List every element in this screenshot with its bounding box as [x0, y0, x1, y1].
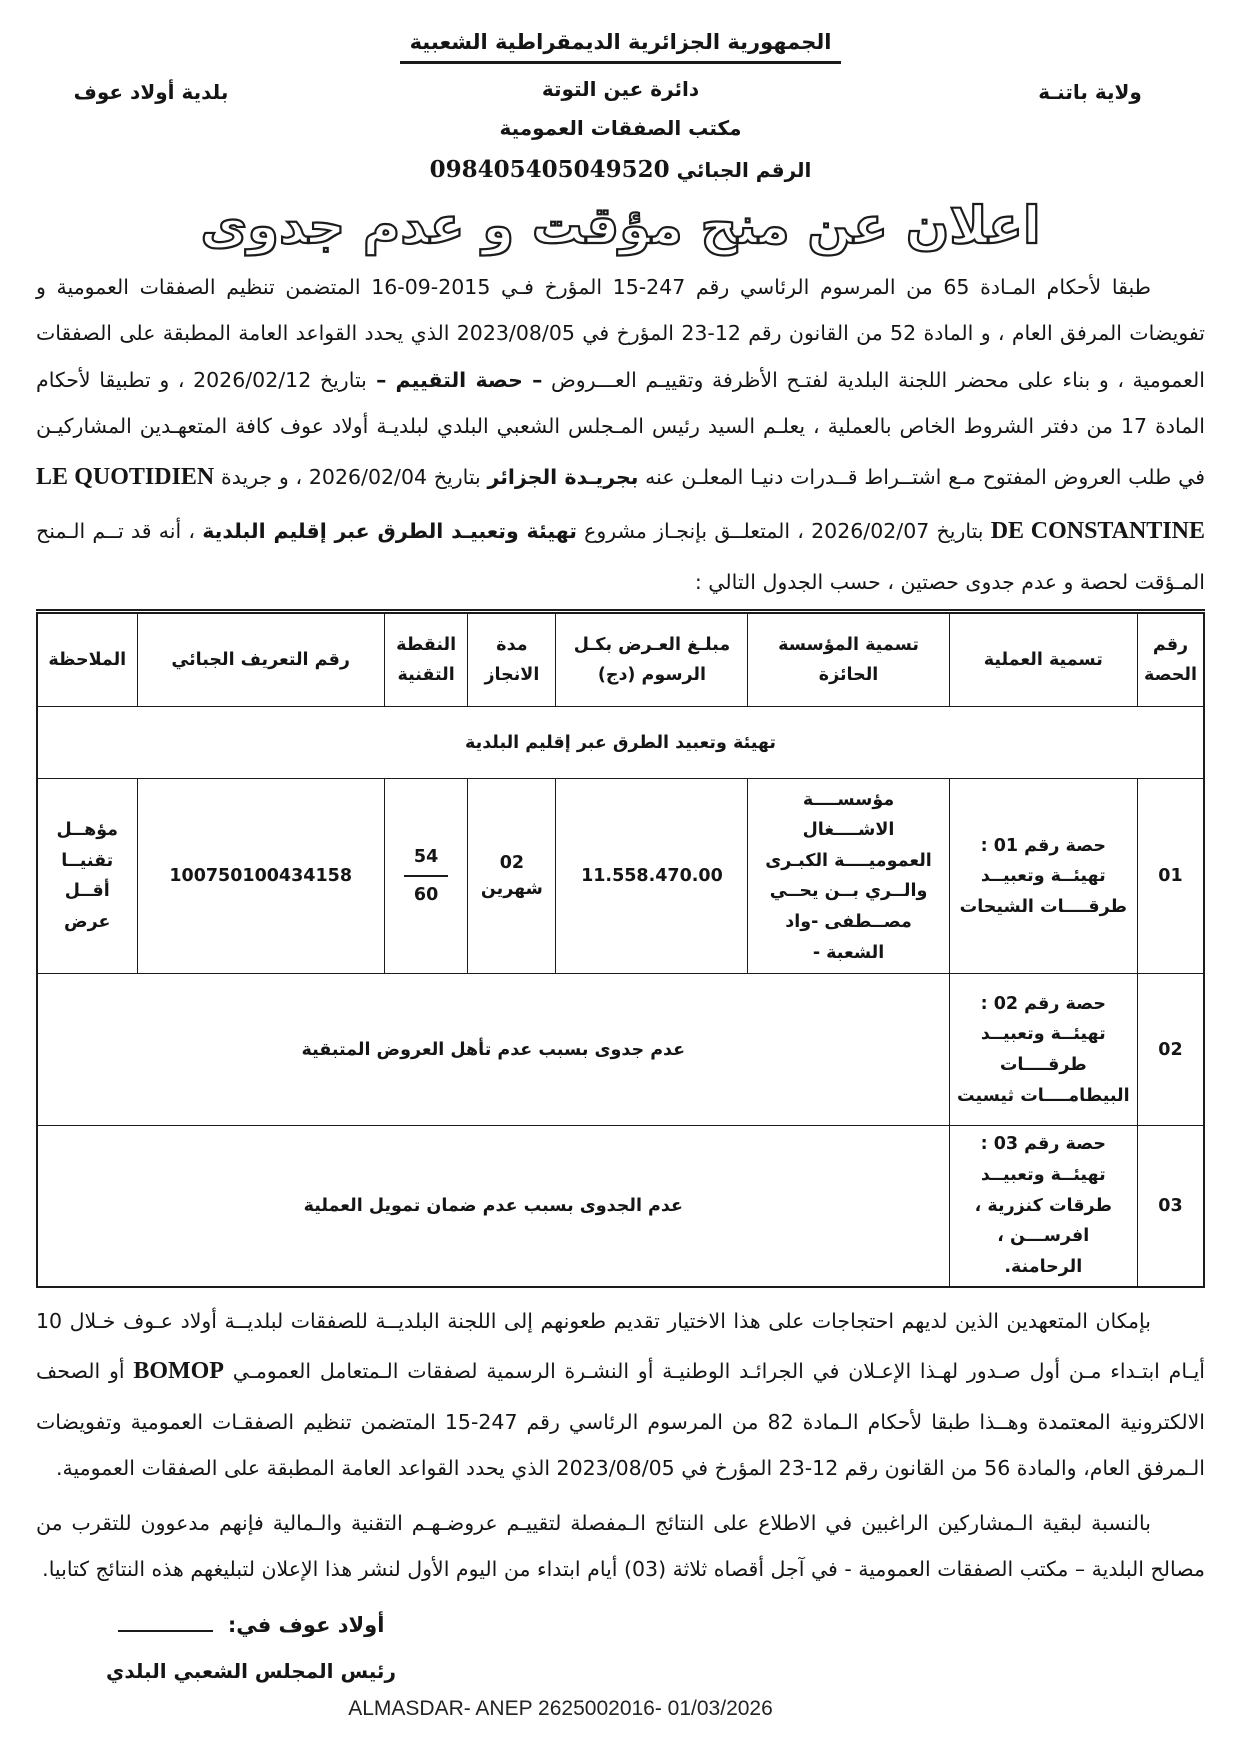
intro-seg: ، أنه قد تــم الـمنح المـؤقت لحصة و عدم جدوى حصتين ، حسب الجدول التالي :	[36, 519, 1205, 594]
header-lot-number: رقم الحصة	[1137, 612, 1204, 707]
tax-id-cell: 100750100434158	[137, 779, 384, 974]
appeal-seg: أو الصحف الالكترونية المعتمدة وهــذا طبقا لأحكام الـمادة 82 من المرسوم الرئاسي رقم 247-15 المتضمن تنظيم الصفقـات العمومية وتفويضات الـمرفق العام، والمادة 56 من القانون رقم 12-23 المؤرخ في 2023/08/05 الذي يحدد القواعد العامة المطبقة على الصفقات العمومية.	[36, 1359, 1205, 1481]
newspaper-name-latin: LE QUOTIDIEN DE CONSTANTINE	[36, 463, 1205, 545]
table-row-lot-01	[37, 779, 1204, 974]
operation-name-cell: حصة رقم 03 : تهيئــة وتعبيــد طرقات كنزرية ، افرســـن ، الرحامنة.	[949, 1126, 1137, 1287]
operation-name-cell: حصة رقم 01 : تهيئــة وتعبيــد طرقــــات الشيحات	[949, 779, 1137, 974]
header-offer-amount: مبلـغ العـرض بكـل الرسوم (دج)	[556, 612, 748, 707]
score-denominator: 60	[413, 885, 439, 906]
header-remark: الملاحظة	[37, 612, 137, 707]
signature-blank-line	[118, 1618, 213, 1632]
header-operation-name: تسمية العملية	[949, 612, 1137, 707]
procurement-office-label: مكتب الصفقات العمومية	[499, 116, 742, 140]
remark-cell: مؤهــل تقنيــا أقــل عرض	[37, 779, 137, 974]
header-company-name: تسمية المؤسسة الحائزة	[748, 612, 949, 707]
operation-name-cell: حصة رقم 02 : تهيئــة وتعبيــد طرقــــات البيطامــــات ثيسيت	[949, 974, 1137, 1126]
republic-title: الجمهورية الجزائرية الديمقراطية الشعبية	[36, 30, 1205, 64]
table-row-lot-03	[37, 1126, 1204, 1287]
intro-seg-bold: – حصة التقييم –	[366, 367, 543, 392]
tax-id-line	[430, 148, 812, 193]
wilaya-label: ولاية باتنـة	[1038, 80, 1142, 104]
offer-amount-cell: 11.558.470.00	[556, 779, 748, 974]
technical-score-cell	[384, 779, 468, 974]
intro-seg: بتاريخ 2026/02/04 ، و جريدة	[214, 464, 488, 489]
merged-note-cell: عدم جدوى بسبب عدم تأهل العروض المتبقية	[37, 974, 949, 1126]
announcement-title: اعلان عن منح مؤقت و عدم جدوى	[200, 196, 1041, 256]
tax-id-label: الرقم الجبائي	[676, 158, 812, 182]
anep-footer: ALMASDAR- ANEP 2625002016- 01/03/2026	[348, 1696, 773, 1720]
header-technical-score: النقطة التقنية	[384, 612, 468, 707]
header-duration: مدة الانجاز	[468, 612, 556, 707]
intro-paragraph	[36, 264, 1205, 606]
daira-label: دائرة عين التوتة	[541, 77, 700, 101]
signature-block	[106, 1613, 396, 1683]
commune-label: بلدية أولاد عوف	[73, 80, 229, 104]
signature-place-label: أولاد عوف في:	[227, 1612, 385, 1637]
results-table	[36, 609, 1205, 1287]
duration-unit: شهرين	[480, 879, 543, 900]
table-row-lot-02	[37, 974, 1204, 1126]
score-numerator: 54	[404, 842, 448, 878]
appeal-seg: بإمكان المتعهدين الذين لديهم احتجاجات على هذا الاختيار تقديم طعونهم إلى اللجنة البلديــة للصفقات لبلديــة أولاد عـوف خـلال 10 أيـام ابتـداء مـن أول صـدور لهـذا الإعـلان في الجرائـد الوطنيـة أو النشـرة الرسمية لصفقات الـمتعامل العمومـي	[36, 1308, 1205, 1384]
lot-number-cell: 03	[1137, 1126, 1204, 1287]
lot-number-cell: 01	[1137, 779, 1204, 974]
appeal-paragraph	[36, 1298, 1205, 1492]
score-fraction	[404, 842, 448, 911]
intro-seg: بتاريخ 2026/02/07 ، المتعلــق بإنجـاز مشروع	[576, 519, 991, 544]
project-title-row	[37, 707, 1204, 779]
letterhead-row	[36, 70, 1205, 193]
newspaper-name: بجريـدة الجزائر	[487, 464, 639, 489]
intro-seg: بتاريخ 2026/02/12 ، و تطبيقا لأحكام المادة 17 من دفتر الشروط الخاص بالعملية ، يعلـم السيد رئيس المـجلس الشعبي البلدي لبلديـة أولاد عوف كافة المتعهـدين المشاركيـن في طلب العروض المفتوح مـع اشتــراط قــدرات دنيـا المعلـن عنه	[36, 367, 1205, 489]
project-name: تهيئة وتعبيـد الطرق عبر إقليم البلدية	[202, 519, 577, 544]
bomop-label: BOMOP	[133, 1358, 224, 1385]
lot-number-cell: 02	[1137, 974, 1204, 1126]
table-header-row	[37, 612, 1204, 707]
letterhead-center	[430, 70, 812, 193]
project-title-cell: تهيئة وتعبيد الطرق عبر إقليم البلدية	[37, 707, 1204, 779]
merged-note-cell: عدم الجدوى بسبب عدم ضمان تمويل العملية	[37, 1126, 949, 1287]
signature-title: رئيس المجلس الشعبي البلدي	[106, 1658, 396, 1683]
signature-place-line	[106, 1613, 396, 1637]
intro-seg: طبقا لأحكام المـادة 65 من المرسوم الرئاسي رقم 247-15 المؤرخ فـي 2015-09-16 المتضمن تنظيم الصفقات العمومية و تفويضات المرفق العام ، و المادة 52 من القانون رقم 12-23 المؤرخ في 2023/08/05 الذي يحدد القواعد العامة المطبقة على الصفقات العمومية ، و بناء على محضر اللجنة البلدية لفتـح الأظرفة وتقييـم العـــروض	[36, 274, 1205, 392]
duration-value: 02	[499, 853, 525, 874]
header-tax-id: رقم التعريف الجبائي	[137, 612, 384, 707]
duration-cell	[468, 779, 556, 974]
tax-id-value: 098405405049520	[429, 156, 670, 183]
results-paragraph: بالنسبة لبقية الـمشاركين الراغبين في الاطلاع على النتائج الـمفصلة لتقييـم عروضـهـم التقنية والـمالية فإنهم مدعوون للتقرب من مصالح البلدية – مكتب الصفقات العمومية - في آجل أقصاه ثلاثة (03) أيام ابتداء من اليوم الأول لنشر هذا الإعلان لتبليغهم هذه النتائج كتابيا.	[36, 1510, 1205, 1582]
company-name-cell: مؤسســــة الاشــــغال العموميــــة الكبـرى والــري بــن يحــي مصــطفى -واد الشعبة -	[748, 779, 949, 974]
